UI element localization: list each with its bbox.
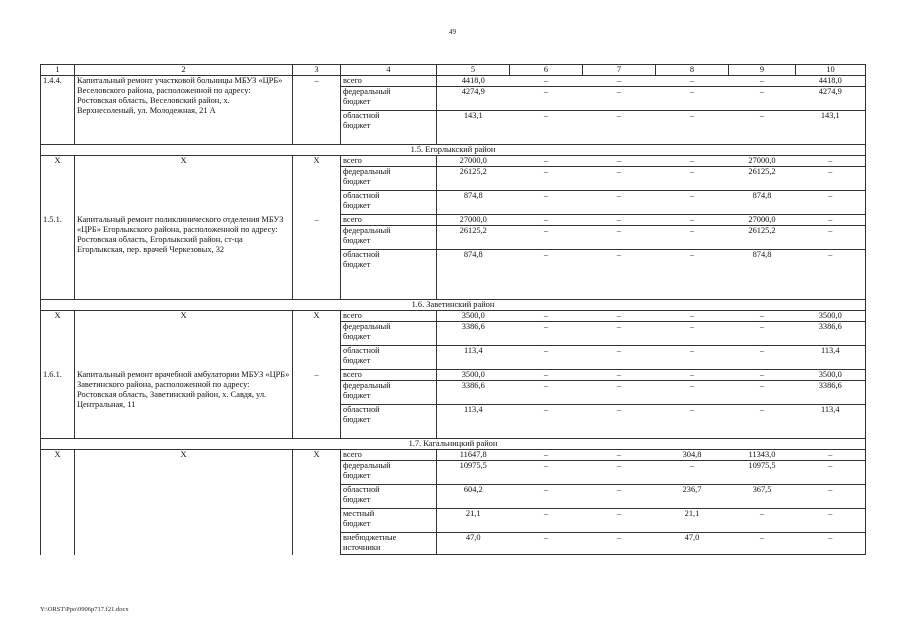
amount-cell: –: [729, 381, 796, 405]
amount-cell: –: [583, 509, 656, 533]
funding-source: всего: [341, 450, 437, 461]
amount-cell: –: [656, 322, 729, 346]
amount-cell: –: [656, 111, 729, 145]
header-cell: 1: [41, 65, 75, 76]
table-row: [41, 311, 866, 322]
item-executor: Х: [293, 450, 341, 555]
amount-cell: –: [796, 226, 866, 250]
amount-cell: –: [656, 191, 729, 215]
item-number: Х: [41, 450, 75, 555]
amount-cell: –: [656, 370, 729, 381]
amount-cell: –: [510, 111, 583, 145]
table-row: [41, 156, 866, 167]
funding-source: областной бюджет: [341, 485, 437, 509]
amount-cell: –: [510, 250, 583, 300]
amount-cell: 874,8: [729, 191, 796, 215]
amount-cell: 27000,0: [437, 156, 510, 167]
amount-cell: –: [583, 311, 656, 322]
amount-cell: –: [796, 191, 866, 215]
amount-cell: –: [510, 156, 583, 167]
amount-cell: 874,8: [437, 250, 510, 300]
amount-cell: –: [583, 405, 656, 439]
item-description: Х: [75, 311, 293, 370]
header-cell: 6: [510, 65, 583, 76]
item-description: Капитальный ремонт поликлинического отделения МБУЗ «ЦРБ» Егорлыкского района, расположенной по адресу: Ростовская область, Егорлыкский район, ст-ца Егорлыкская, пер. врачей Черкезовых, 32: [75, 215, 293, 300]
amount-cell: 3500,0: [796, 311, 866, 322]
section-row: [41, 145, 866, 156]
amount-cell: 874,8: [729, 250, 796, 300]
header-cell: 4: [341, 65, 437, 76]
amount-cell: –: [510, 226, 583, 250]
amount-cell: –: [796, 250, 866, 300]
table-row: [41, 370, 866, 381]
amount-cell: –: [729, 370, 796, 381]
amount-cell: 27000,0: [729, 215, 796, 226]
amount-cell: 3500,0: [437, 311, 510, 322]
amount-cell: 27000,0: [437, 215, 510, 226]
amount-cell: 604,2: [437, 485, 510, 509]
amount-cell: –: [583, 450, 656, 461]
amount-cell: –: [729, 322, 796, 346]
amount-cell: –: [510, 381, 583, 405]
amount-cell: –: [510, 450, 583, 461]
funding-source: всего: [341, 156, 437, 167]
section-title: 1.5. Егорлыкский район: [41, 145, 866, 156]
amount-cell: 47,0: [656, 533, 729, 555]
amount-cell: –: [583, 156, 656, 167]
amount-cell: –: [796, 509, 866, 533]
amount-cell: 4274,9: [796, 87, 866, 111]
amount-cell: 10975,5: [729, 461, 796, 485]
amount-cell: –: [583, 461, 656, 485]
funding-source: внебюджетные источники: [341, 533, 437, 555]
amount-cell: –: [729, 405, 796, 439]
amount-cell: –: [510, 167, 583, 191]
amount-cell: 11343,0: [729, 450, 796, 461]
amount-cell: 113,4: [437, 346, 510, 370]
header-cell: 10: [796, 65, 866, 76]
amount-cell: 3500,0: [796, 370, 866, 381]
amount-cell: 3386,6: [796, 322, 866, 346]
amount-cell: –: [510, 405, 583, 439]
header-cell: 8: [656, 65, 729, 76]
amount-cell: –: [583, 250, 656, 300]
item-description: Капитальный ремонт врачебной амбулатории МБУЗ «ЦРБ» Заветинского района, расположенной по адресу: Ростовская область, Заветинский район, х. Савдя, ул. Центральная, 11: [75, 370, 293, 439]
item-number: 1.6.1.: [41, 370, 75, 439]
amount-cell: 26125,2: [437, 226, 510, 250]
amount-cell: –: [656, 311, 729, 322]
amount-cell: 26125,2: [729, 167, 796, 191]
item-number: Х: [41, 156, 75, 215]
amount-cell: –: [583, 87, 656, 111]
amount-cell: 3500,0: [437, 370, 510, 381]
amount-cell: –: [510, 311, 583, 322]
funding-source: всего: [341, 370, 437, 381]
amount-cell: –: [583, 346, 656, 370]
page-number: 49: [449, 28, 456, 36]
amount-cell: –: [583, 370, 656, 381]
amount-cell: –: [583, 381, 656, 405]
amount-cell: 3386,6: [437, 322, 510, 346]
amount-cell: –: [583, 167, 656, 191]
amount-cell: –: [510, 509, 583, 533]
amount-cell: –: [510, 76, 583, 87]
amount-cell: –: [510, 215, 583, 226]
amount-cell: 4418,0: [796, 76, 866, 87]
amount-cell: –: [656, 381, 729, 405]
amount-cell: –: [656, 461, 729, 485]
funding-source: всего: [341, 311, 437, 322]
amount-cell: 304,8: [656, 450, 729, 461]
amount-cell: 10975,5: [437, 461, 510, 485]
amount-cell: –: [656, 76, 729, 87]
amount-cell: –: [729, 346, 796, 370]
amount-cell: 26125,2: [729, 226, 796, 250]
header-cell: 7: [583, 65, 656, 76]
amount-cell: –: [583, 533, 656, 555]
item-description: Х: [75, 156, 293, 215]
amount-cell: –: [510, 461, 583, 485]
amount-cell: 143,1: [437, 111, 510, 145]
item-executor: Х: [293, 311, 341, 370]
amount-cell: –: [510, 485, 583, 509]
amount-cell: 26125,2: [437, 167, 510, 191]
amount-cell: 236,7: [656, 485, 729, 509]
item-executor: Х: [293, 156, 341, 215]
table-row: [41, 76, 866, 87]
amount-cell: –: [510, 322, 583, 346]
item-number: 1.4.4.: [41, 76, 75, 145]
header-cell: 2: [75, 65, 293, 76]
amount-cell: –: [583, 191, 656, 215]
amount-cell: –: [796, 156, 866, 167]
amount-cell: 11647,8: [437, 450, 510, 461]
amount-cell: –: [510, 346, 583, 370]
amount-cell: 3386,6: [796, 381, 866, 405]
item-executor: –: [293, 370, 341, 439]
header-cell: 5: [437, 65, 510, 76]
amount-cell: –: [510, 191, 583, 215]
funding-source: федеральный бюджет: [341, 167, 437, 191]
amount-cell: 113,4: [796, 346, 866, 370]
header-cell: 3: [293, 65, 341, 76]
amount-cell: –: [656, 156, 729, 167]
funding-source: областной бюджет: [341, 250, 437, 300]
item-executor: –: [293, 215, 341, 300]
funding-source: областной бюджет: [341, 346, 437, 370]
amount-cell: –: [510, 533, 583, 555]
amount-cell: –: [656, 87, 729, 111]
amount-cell: 21,1: [437, 509, 510, 533]
amount-cell: –: [656, 346, 729, 370]
section-row: [41, 300, 866, 311]
amount-cell: –: [583, 226, 656, 250]
funding-source: федеральный бюджет: [341, 226, 437, 250]
amount-cell: –: [796, 485, 866, 509]
amount-cell: 47,0: [437, 533, 510, 555]
amount-cell: 367,5: [729, 485, 796, 509]
amount-cell: –: [796, 450, 866, 461]
amount-cell: –: [796, 461, 866, 485]
amount-cell: –: [583, 485, 656, 509]
funding-source: областной бюджет: [341, 111, 437, 145]
amount-cell: 113,4: [796, 405, 866, 439]
section-title: 1.6. Заветинский район: [41, 300, 866, 311]
table-row: [41, 215, 866, 226]
funding-source: всего: [341, 215, 437, 226]
amount-cell: –: [796, 533, 866, 555]
amount-cell: –: [656, 250, 729, 300]
header-row: [41, 65, 866, 76]
amount-cell: –: [729, 509, 796, 533]
amount-cell: 4274,9: [437, 87, 510, 111]
amount-cell: –: [729, 533, 796, 555]
item-number: Х: [41, 311, 75, 370]
amount-cell: 874,8: [437, 191, 510, 215]
table-row: [41, 450, 866, 461]
amount-cell: –: [583, 111, 656, 145]
funding-source: федеральный бюджет: [341, 87, 437, 111]
funding-source: федеральный бюджет: [341, 322, 437, 346]
file-path-footer: Y:\ORST\Ppo\0906p717.f21.docx: [40, 606, 129, 613]
item-description: Х: [75, 450, 293, 555]
section-title: 1.7. Кагальницкий район: [41, 439, 866, 450]
amount-cell: 4418,0: [437, 76, 510, 87]
funding-source: областной бюджет: [341, 191, 437, 215]
amount-cell: –: [729, 111, 796, 145]
amount-cell: 143,1: [796, 111, 866, 145]
amount-cell: 3386,6: [437, 381, 510, 405]
amount-cell: –: [656, 226, 729, 250]
amount-cell: –: [796, 215, 866, 226]
amount-cell: –: [729, 311, 796, 322]
funding-source: федеральный бюджет: [341, 381, 437, 405]
amount-cell: –: [583, 322, 656, 346]
budget-table: [40, 64, 866, 555]
amount-cell: –: [583, 215, 656, 226]
amount-cell: –: [583, 76, 656, 87]
amount-cell: –: [656, 167, 729, 191]
funding-source: всего: [341, 76, 437, 87]
amount-cell: –: [796, 167, 866, 191]
amount-cell: –: [729, 87, 796, 111]
funding-source: местный бюджет: [341, 509, 437, 533]
amount-cell: –: [510, 87, 583, 111]
amount-cell: –: [510, 370, 583, 381]
amount-cell: –: [729, 76, 796, 87]
item-executor: –: [293, 76, 341, 145]
amount-cell: –: [656, 405, 729, 439]
funding-source: областной бюджет: [341, 405, 437, 439]
section-row: [41, 439, 866, 450]
funding-source: федеральный бюджет: [341, 461, 437, 485]
item-number: 1.5.1.: [41, 215, 75, 300]
item-description: Капитальный ремонт участковой больницы МБУЗ «ЦРБ» Веселовского района, расположенной по адресу: Ростовская область, Веселовский район, х. Верхнесоленый, ул. Молодежная, 21 А: [75, 76, 293, 145]
amount-cell: 113,4: [437, 405, 510, 439]
amount-cell: –: [656, 215, 729, 226]
amount-cell: 27000,0: [729, 156, 796, 167]
header-cell: 9: [729, 65, 796, 76]
amount-cell: 21,1: [656, 509, 729, 533]
